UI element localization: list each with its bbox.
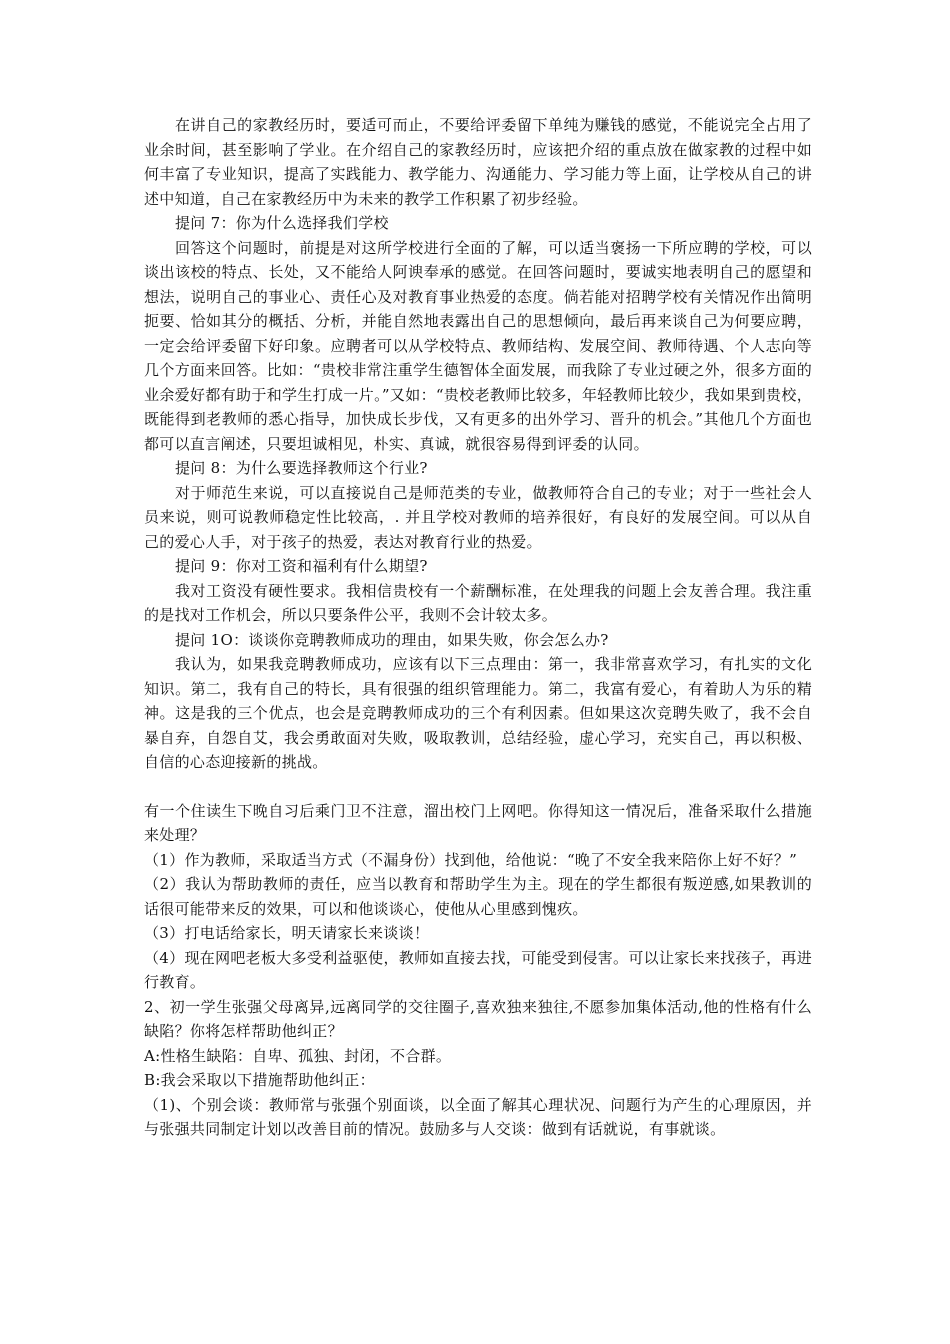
list-item: （4）现在网吧老板大多受利益驱使，教师如直接去找，可能受到侵害。可以让家长来找孩子，再进行教育。 <box>144 948 812 991</box>
paragraph-gap <box>144 775 812 799</box>
list-item: （3）打电话给家长，明天请家长来谈谈！ <box>144 924 430 942</box>
list-item: （1)、个别会谈：教师常与张强个别面谈，以全面了解其心理状况、问题行为产生的心理原因，并与张强共同制定计划以改善目前的情况。鼓励多与人交谈：做到有话就说，有事就谈。 <box>144 1095 812 1138</box>
list-item: （1）作为教师，采取适当方式（不漏身份）找到他，给他说：“晚了不安全我来陪你上好不好？” <box>144 850 798 869</box>
paragraph: 在讲自己的家教经历时，要适可而止，不要给评委留下单纯为赚钱的感觉，不能说完全占用了业余时间，甚至影响了学业。在介绍自己的家教经历时，应该把介绍的重点放在做家教的过程中如何丰富了专业知识，提高了实践能力、教学能力、沟通能力、学习能力等上面，让学校从自己的讲述中知道，自己在家教经历中为未来的教学工作积累了初步经验。 <box>144 116 812 208</box>
paragraph: 对于师范生来说，可以直接说自己是师范类的专业，做教师符合自己的专业；对于一些社会人员来说，则可说教师稳定性比较高，. 并且学校对教师的培养很好，有良好的发展空间。可以从自己的爱心人手，对于孩子的热爱，表达对教育行业的热爱。 <box>144 483 812 551</box>
paragraph: 我认为，如果我竞聘教师成功，应该有以下三点理由：第一，我非常喜欢学习，有扎实的文化知识。第二，我有自己的特长，具有很强的组织管理能力。第二，我富有爱心，有着助人为乐的精神。这是我的三个优点，也会是竞聘教师成功的三个有利因素。但如果这次竞聘失败了，我不会自暴自弃，自怨自艾，我会勇敢面对失败，吸取教训，总结经验，虚心学习，充实自己，再以积极、自信的心态迎接新的挑战。 <box>144 655 812 771</box>
paragraph: 我对工资没有硬性要求。我相信贵校有一个薪酬标准，在处理我的问题上会友善合理。我注重的是找对工作机会，所以只要条件公平，我则不会计较太多。 <box>144 581 812 624</box>
answer-item: A:性格生缺陷：自卑、孤独、封闭，不合群。 <box>144 1046 452 1065</box>
case-question: 有一个住读生下晚自习后乘门卫不注意，溜出校门上网吧。你得知这一情况后，准备采取什么措施来处理？ <box>144 801 812 844</box>
case-question: 2、初一学生张强父母离异,远离同学的交往圈子,喜欢独来独往,不愿参加集体活动,他的性格有什么缺陷？你将怎样帮助他纠正？ <box>144 997 812 1040</box>
list-item: （2）我认为帮助教师的责任，应当以教育和帮助学生为主。现在的学生都很有叛逆感,如果教训的话很可能带来反的效果，可以和他谈谈心，使他从心里感到愧疚。 <box>144 875 812 918</box>
question-heading: 提问 7：你为什么选择我们学校 <box>175 214 389 232</box>
question-heading: 提问 8：为什么要选择教师这个行业? <box>175 459 428 477</box>
question-heading: 提问 1O：谈谈你竞聘教师成功的理由，如果失败，你会怎么办? <box>175 630 609 649</box>
paragraph: 回答这个问题时，前提是对这所学校进行全面的了解，可以适当褒扬一下所应聘的学校，可以谈出该校的特点、长处，又不能给人阿谀奉承的感觉。在回答问题时，要诚实地表明自己的愿望和想法，说明自己的事业心、责任心及对教育事业热爱的态度。倘若能对招聘学校有关情况作出简明扼要、恰如其分的概括、分析，并能自然地表露出自己的思想倾向，最后再来谈自己为何要应聘，一定会给评委留下好印象。应聘者可以从学校特点、教师结构、发展空间、教师待遇、个人志向等几个方面来回答。比如：“贵校非常注重学生德智体全面发展，而我除了专业过硬之外，很多方面的业余爱好都有助于和学生打成一片。”又如：“贵校老教师比较多，年轻教师比较少，我如果到贵校，既能得到老教师的悉心指导，加快成长步伐，又有更多的出外学习、晋升的机会。”其他几个方面也都可以直言阐述，只要坦诚相见，朴实、真诚，就很容易得到评委的认同。 <box>144 238 812 453</box>
answer-item: B:我会采取以下措施帮助他纠正： <box>144 1071 375 1089</box>
question-heading: 提问 9：你对工资和福利有什么期望? <box>175 557 428 575</box>
